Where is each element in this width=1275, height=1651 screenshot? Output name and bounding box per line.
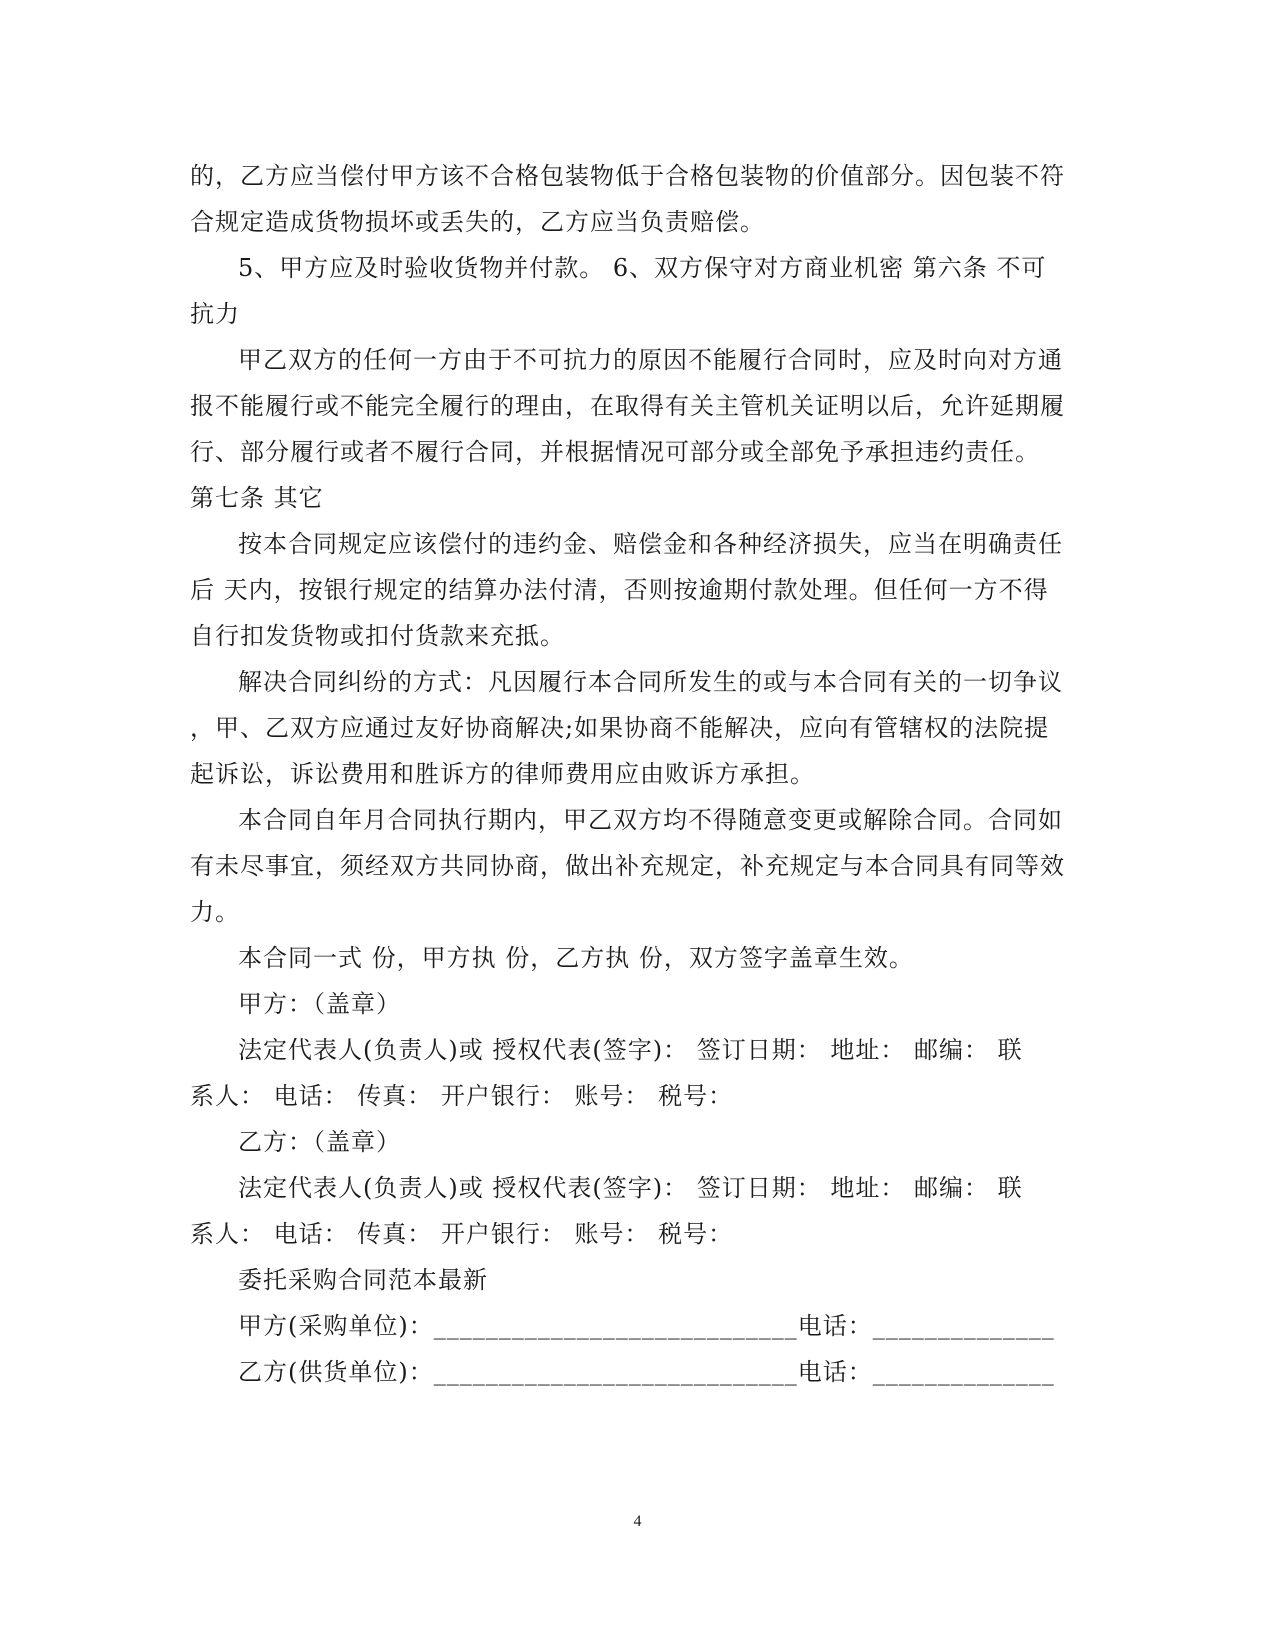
text-line: 起诉讼，诉讼费用和胜诉方的律师费用应由败诉方承担。	[190, 760, 815, 788]
party-a-seal: 甲方：（盖章）	[238, 990, 401, 1018]
text-line: 合规定造成货物损坏或丢失的，乙方应当负责赔偿。	[190, 208, 765, 236]
section-heading: 第七条 其它	[190, 484, 324, 512]
buyer-field: 甲方(采购单位)：____________________________电话：______________	[238, 1312, 1055, 1340]
text-line: 5、甲方应及时验收货物并付款。 6、双方保守对方商业机密 第六条 不可	[238, 254, 1047, 282]
text-line: 解决合同纠纷的方式：凡因履行本合同所发生的或与本合同有关的一切争议	[238, 668, 1063, 696]
text-line: 后 天内，按银行规定的结算办法付清，否则按逾期付款处理。但任何一方不得	[190, 576, 1049, 604]
text-line: 行、部分履行或者不履行合同，并根据情况可部分或全部免予承担违约责任。	[190, 438, 1040, 466]
text-line: 按本合同规定应该偿付的违约金、赔偿金和各种经济损失，应当在明确责任	[238, 530, 1063, 558]
party-b-fields: 法定代表人(负责人)或 授权代表(签字)： 签订日期： 地址： 邮编： 联	[238, 1174, 1023, 1202]
text-line: 的，乙方应当偿付甲方该不合格包装物低于合格包装物的价值部分。因包装不符	[190, 162, 1065, 190]
text-line: ，甲、乙双方应通过友好协商解决;如果协商不能解决，应向有管辖权的法院提	[190, 714, 1050, 742]
text-line: 报不能履行或不能完全履行的理由，在取得有关主管机关证明以后，允许延期履	[190, 392, 1065, 420]
text-line: 自行扣发货物或扣付货款来充抵。	[190, 622, 565, 650]
party-b-seal: 乙方：（盖章）	[238, 1128, 401, 1156]
text-line: 抗力	[190, 300, 240, 328]
text-line: 甲乙双方的任何一方由于不可抗力的原因不能履行合同时，应及时向对方通	[238, 346, 1063, 374]
text-line: 力。	[190, 898, 240, 926]
party-a-fields: 法定代表人(负责人)或 授权代表(签字)： 签订日期： 地址： 邮编： 联	[238, 1036, 1023, 1064]
party-a-fields: 系人： 电话： 传真： 开户银行： 账号： 税号：	[190, 1082, 734, 1110]
text-line: 有未尽事宜，须经双方共同协商，做出补充规定，补充规定与本合同具有同等效	[190, 852, 1065, 880]
supplier-field: 乙方(供货单位)：____________________________电话：______________	[238, 1358, 1055, 1386]
text-line: 本合同一式 份，甲方执 份，乙方执 份，双方签字盖章生效。	[238, 944, 914, 972]
page-number: 4	[633, 1513, 642, 1530]
document-subtitle: 委托采购合同范本最新	[238, 1266, 488, 1294]
text-line: 本合同自年月合同执行期内，甲乙双方均不得随意变更或解除合同。合同如	[238, 806, 1063, 834]
party-b-fields: 系人： 电话： 传真： 开户银行： 账号： 税号：	[190, 1220, 734, 1248]
